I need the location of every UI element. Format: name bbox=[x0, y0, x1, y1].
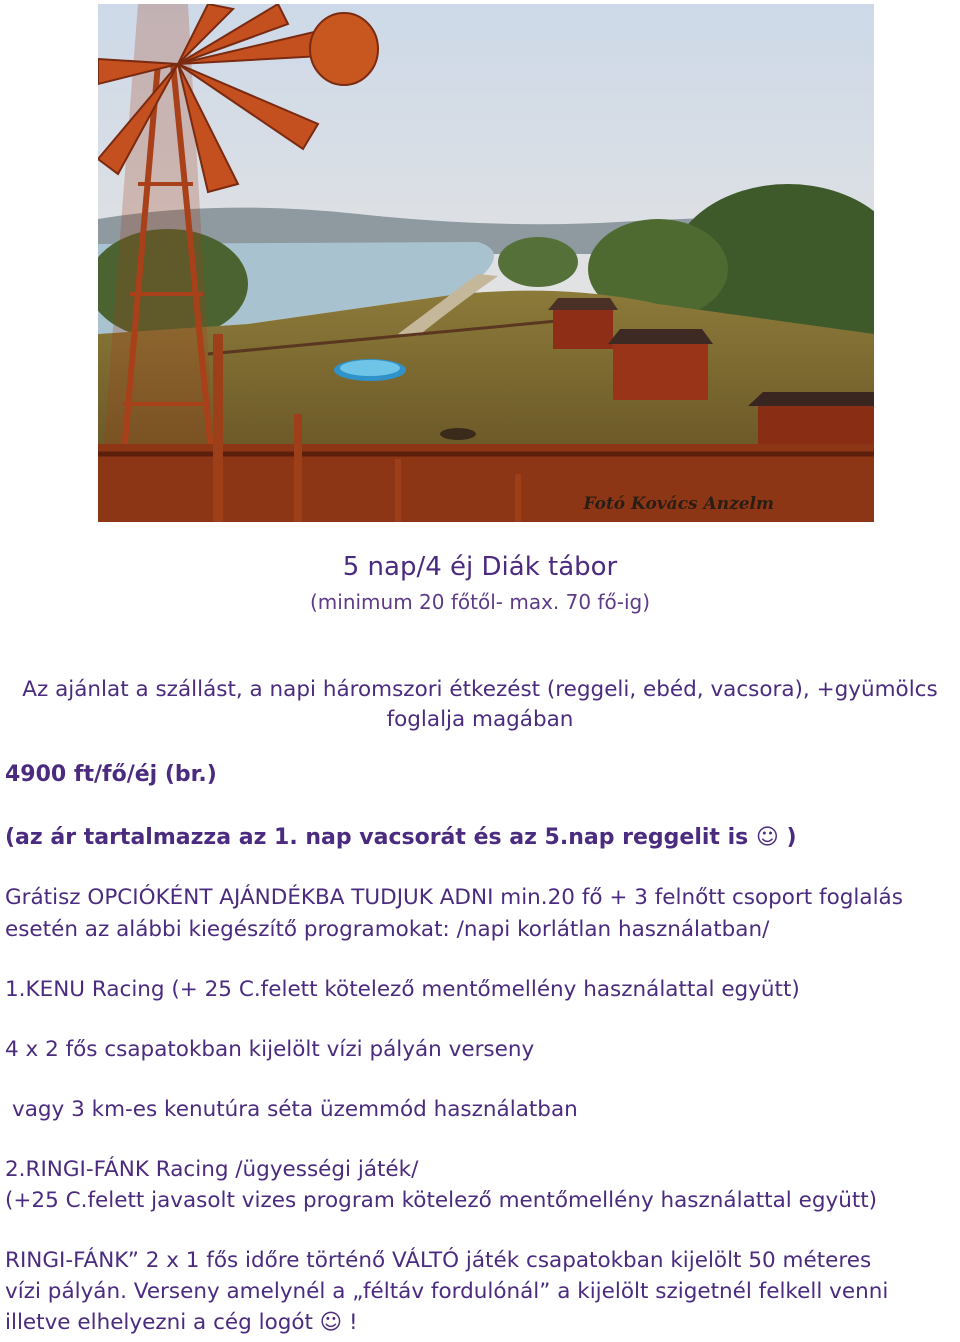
ringi-line-3: illetve elhelyezni a cég logót ☺ ! bbox=[5, 1310, 358, 1335]
gratis-line-1: Grátisz OPCIÓKÉNT AJÁNDÉKBA TUDJUK ADNI min.20 fő + 3 felnőtt csoport foglalás bbox=[5, 885, 903, 910]
gratis-line-2: esetén az alábbi kiegészítő programokat: /napi korlátlan használatban/ bbox=[5, 917, 770, 942]
price-amount: 4900 ft/fő/éj (br.) bbox=[5, 762, 217, 787]
ringi-note: (+25 C.felett javasolt vizes program kötelező mentőmellény használattal együtt) bbox=[5, 1188, 878, 1213]
kenu-line-2: vagy 3 km-es kenutúra séta üzemmód használatban bbox=[12, 1097, 578, 1122]
ringi-line-2: vízi pályán. Verseny amelynél a „féltáv fordulónál” a kijelölt szigetnél felkell venni bbox=[5, 1279, 889, 1304]
offer-line-1: Az ajánlat a szállást, a napi háromszori étkezést (reggeli, ebéd, vacsora), +gyümölcs bbox=[22, 677, 938, 702]
price-note: (az ár tartalmazza az 1. nap vacsorát és az 5.nap reggelit is ☺ ) bbox=[5, 825, 797, 850]
kenu-line-1: 4 x 2 fős csapatokban kijelölt vízi pályán verseny bbox=[5, 1037, 535, 1062]
ringi-line-1: RINGI-FÁNK” 2 x 1 fős időre történő VÁLTÓ játék csapatokban kijelölt 50 méteres bbox=[5, 1248, 872, 1273]
ringi-title: 2.RINGI-FÁNK Racing /ügyességi játék/ bbox=[5, 1157, 419, 1182]
camp-photo bbox=[98, 4, 874, 522]
camp-landscape-image bbox=[98, 4, 874, 522]
offer-line-2: foglalja magában bbox=[386, 707, 574, 732]
page-subtitle: (minimum 20 főtől- max. 70 fő-ig) bbox=[309, 590, 650, 614]
photo-credit: Fotó Kovács Anzelm bbox=[583, 494, 774, 514]
page-title: 5 nap/4 éj Diák tábor bbox=[342, 552, 618, 582]
kenu-title: 1.KENU Racing (+ 25 C.felett kötelező mentőmellény használattal együtt) bbox=[5, 977, 800, 1002]
